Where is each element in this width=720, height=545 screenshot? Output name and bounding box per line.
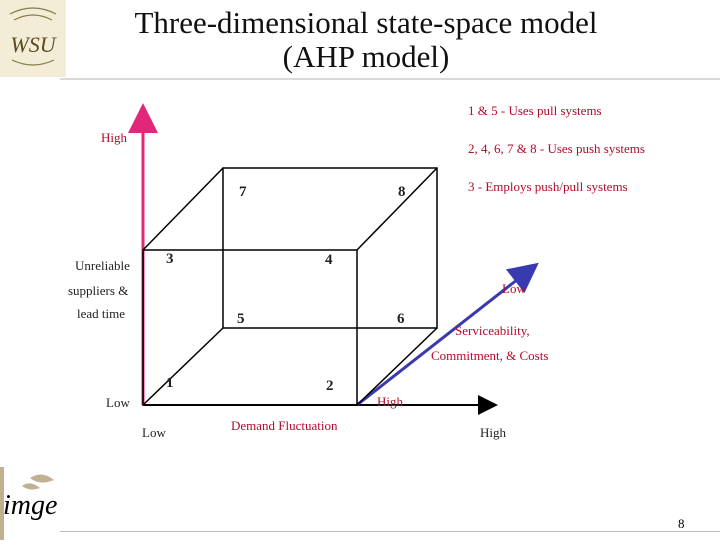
vertex-8: 8 [398, 184, 406, 200]
vertical-axis-label-line-1: Unreliable [75, 258, 130, 273]
diagonal-axis-label-line-1: Serviceability, [455, 323, 530, 338]
title-line-2: (AHP model) [282, 39, 450, 74]
cube-edge-top-left [143, 168, 223, 250]
university-logo-text: WSU [10, 32, 56, 57]
footer-divider [60, 531, 720, 532]
imge-logo-text: imge [3, 490, 58, 521]
vertical-axis-label-line-3: lead time [77, 306, 126, 321]
horizontal-axis-label: Demand Fluctuation [231, 418, 338, 433]
cube-edges [143, 168, 437, 405]
vertex-2: 2 [326, 378, 334, 394]
vertical-axis-label-line-2: suppliers & [68, 283, 129, 298]
imge-logo [0, 470, 76, 540]
diagonal-axis-low-label: Low [502, 281, 526, 296]
diagonal-axis-label-line-2: Commitment, & Costs [431, 348, 549, 363]
legend-line-1: 1 & 5 - Uses pull systems [468, 103, 602, 118]
horizontal-axis-high-label: High [480, 425, 506, 440]
vertex-5: 5 [237, 311, 245, 327]
cube-edge-bottom-left [143, 328, 223, 405]
vertex-4: 4 [325, 252, 333, 268]
legend-line-2: 2, 4, 6, 7 & 8 - Uses push systems [468, 141, 645, 156]
vertex-3: 3 [166, 251, 174, 267]
vertex-7: 7 [239, 184, 247, 200]
vertical-axis-low-label: Low [106, 395, 130, 410]
diagonal-axis-high-label: High [377, 394, 403, 409]
horizontal-axis-low-label: Low [142, 425, 166, 440]
page-number: 8 [678, 516, 685, 531]
legend-line-3: 3 - Employs push/pull systems [468, 179, 628, 194]
title-line-1: Three-dimensional state-space model [134, 5, 598, 40]
cube-edge-top-right [357, 168, 437, 250]
vertex-1: 1 [166, 375, 174, 391]
vertical-axis-high-label: High [101, 130, 127, 145]
vertex-6: 6 [397, 311, 405, 327]
